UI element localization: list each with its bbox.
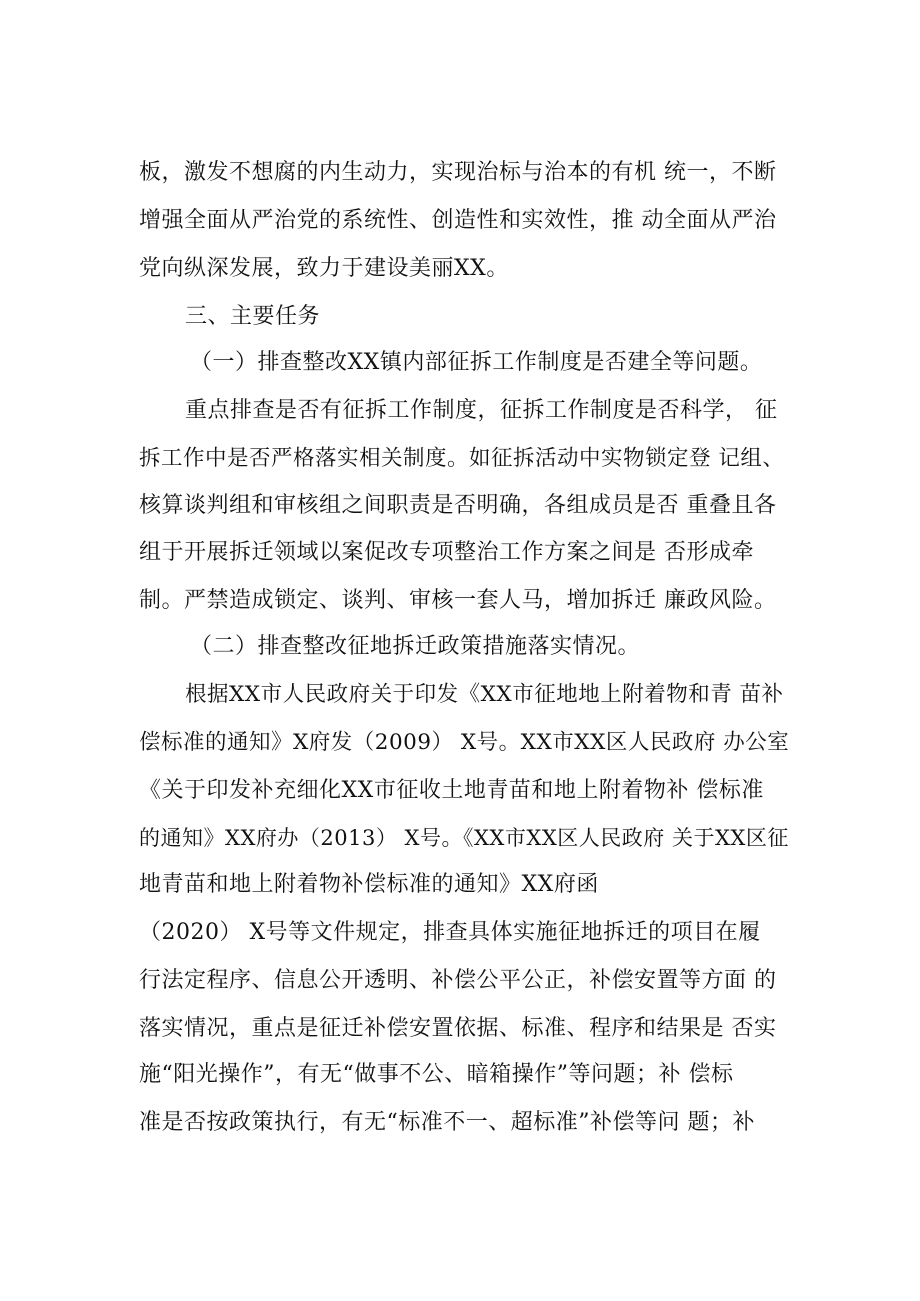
text-line: 施“阳光操作”，有无“做事不公、暗箱操作”等问题；补 偿标	[139, 1062, 734, 1087]
text-line: 重点排查是否有征拆工作制度，征拆工作制度是否科学， 征	[185, 398, 778, 423]
section-heading: 三、主要任务	[185, 304, 321, 329]
text-line: 准是否按政策执行，有无“标准不一、超标准”补偿等问 题；补	[139, 1110, 755, 1135]
text-line: 行法定程序、信息公开透明、补偿公平公正，补偿安置等方面 的	[139, 968, 777, 993]
text-line: 《关于印发补充细化XX市征收土地青苗和地上附着物补 偿标准	[139, 778, 764, 803]
subsection-heading: （二）排查整改征地拆迁政策措施落实情况。	[190, 634, 641, 659]
text-line: 核算谈判组和审核组之间职责是否明确，各组成员是否 重叠且各	[139, 493, 777, 518]
subsection-heading: （一）排查整改XX镇内部征拆工作制度是否建全等问题。	[190, 350, 763, 375]
text-line: 落实情况，重点是征迁补偿安置依据、标准、程序和结果是 否实	[139, 1016, 777, 1041]
text-line: 组于开展拆迁领域以案促改专项整治工作方案之间是 否形成牵	[139, 540, 754, 565]
text-line: 板，激发不想腐的内生动力，实现治标与治本的有机 统一，不断	[139, 160, 777, 185]
text-line: 党向纵深发展，致力于建设美丽XX。	[139, 256, 509, 281]
text-line: 制。严禁造成锁定、谈判、审核一套人马，增加拆迁 廉政风险。	[139, 588, 777, 613]
text-line: 的通知》XX府办（2013） X号。《XX市XX区人民政府 关于XX区征	[139, 826, 789, 850]
text-line: 根据XX市人民政府关于印发《XX市征地地上附着物和青 苗补	[185, 682, 784, 707]
text-line: 地青苗和地上附着物补偿标准的通知》XX府函	[139, 872, 599, 897]
text-line: 偿标准的通知》X府发（2009） X号。XX市XX区人民政府 办公室	[139, 730, 790, 755]
text-line: 拆工作中是否严格落实相关制度。如征拆活动中实物锁定登 记组、	[139, 446, 785, 471]
text-line: 增强全面从严治党的系统性、创造性和实效性，推 动全面从严治	[139, 208, 777, 233]
text-line: （2020） X号等文件规定，排查具体实施征地拆迁的项目在履	[139, 920, 761, 945]
